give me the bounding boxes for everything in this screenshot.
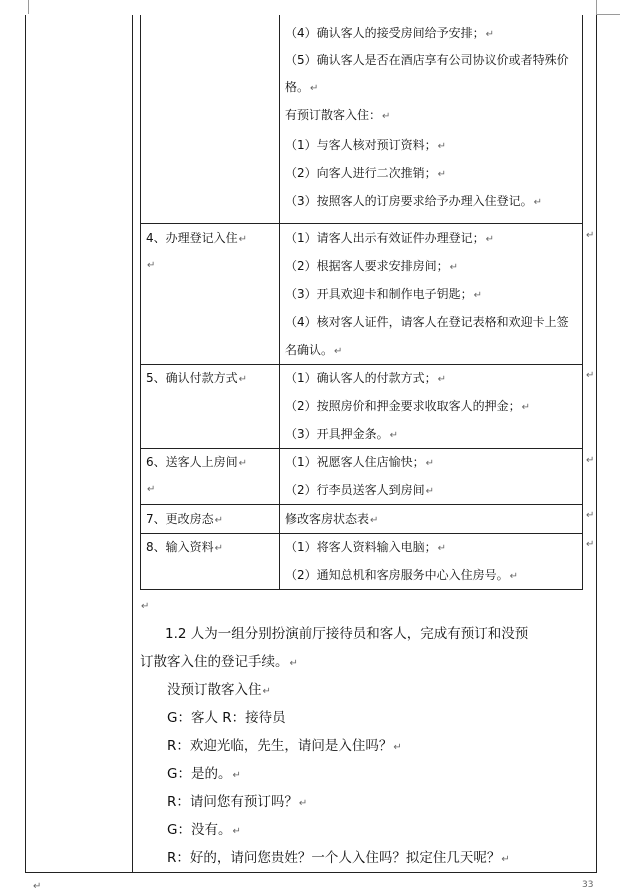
row-border-3 <box>140 448 583 449</box>
row-border-6 <box>140 589 583 590</box>
row-border-1 <box>140 223 583 224</box>
crop-mark-top-right-h <box>596 14 620 15</box>
booked-guest-heading: 有预订散客入住：↵ <box>285 108 391 122</box>
checkin-item-4: （4）确认客人的接受房间给予安排；↵ <box>285 26 495 40</box>
row-end-mark: ↵ <box>586 230 595 241</box>
roles-line: G：客人 R：接待员 <box>167 710 286 726</box>
step-label: 8、输入资料↵ <box>146 540 224 554</box>
dialogue-line: G：是的。↵ <box>167 766 241 782</box>
step-label-empty-line: ↵ <box>147 260 156 271</box>
row-end-mark: ↵ <box>586 370 595 381</box>
step-detail-line: （1）将客人资料输入电脑；↵ <box>285 540 447 554</box>
step-detail-line: （1）请客人出示有效证件办理登记；↵ <box>285 231 495 245</box>
dialogue-line: R：好的，请问您贵姓？一个人入住吗？拟定住几天呢？↵ <box>167 850 510 866</box>
footer-return-mark: ↵ <box>33 881 42 892</box>
checkin-item-5-cont: 格。↵ <box>285 80 319 94</box>
checkin-item-5: （5）确认客人是否在酒店享有公司协议价或者特殊价 <box>285 53 569 67</box>
row-border-5 <box>140 533 583 534</box>
dialogue-subheading: 没预订散客入住↵ <box>167 682 271 698</box>
step-detail-line: （4）核对客人证件，请客人在登记表格和欢迎卡上签 <box>285 315 569 329</box>
step-label: 6、送客人上房间↵ <box>146 455 248 469</box>
step-detail-line: （1）祝愿客人住店愉快；↵ <box>285 455 435 469</box>
step-label: 4、办理登记入住↵ <box>146 231 248 245</box>
empty-paragraph-mark: ↵ <box>141 601 150 612</box>
step-detail-line: （1）确认客人的付款方式；↵ <box>285 371 447 385</box>
step-detail-line: （3）开具押金条。↵ <box>285 427 399 441</box>
step-label-empty-line: ↵ <box>147 484 156 495</box>
row-end-mark: ↵ <box>586 455 595 466</box>
booked-guest-item-3: （3）按照客人的订房要求给予办理入住登记。↵ <box>285 194 543 208</box>
step-detail-line: （2）行李员送客人到房间↵ <box>285 483 435 497</box>
step-detail-line: （2）根据客人要求安排房间；↵ <box>285 259 459 273</box>
crop-mark-top-left <box>28 0 29 14</box>
row-border-4 <box>140 504 583 505</box>
step-detail-line: 修改客房状态表↵ <box>285 512 379 526</box>
dialogue-line: R：请问您有预订吗？↵ <box>167 794 308 810</box>
outer-border-left <box>25 15 26 873</box>
crop-mark-top-right <box>596 0 597 14</box>
step-detail-line: （2）按照房价和押金要求收取客人的押金；↵ <box>285 399 531 413</box>
step-label: 5、确认付款方式↵ <box>146 371 248 385</box>
dialogue-line: G：没有。↵ <box>167 822 241 838</box>
step-detail-line: 名确认。↵ <box>285 343 343 357</box>
booked-guest-item-1: （1）与客人核对预订资料；↵ <box>285 138 447 152</box>
row-end-mark: ↵ <box>586 510 595 521</box>
row-border-2 <box>140 364 583 365</box>
exercise-paragraph-line2: 订散客入住的登记手续。↵ <box>140 654 298 670</box>
step-detail-line: （3）开具欢迎卡和制作电子钥匙；↵ <box>285 287 483 301</box>
step-label: 7、更改房态↵ <box>146 512 224 526</box>
dialogue-line: R：欢迎光临，先生，请问是入住吗？↵ <box>167 738 402 754</box>
outer-border-bottom <box>25 872 597 873</box>
booked-guest-item-2: （2）向客人进行二次推销；↵ <box>285 166 447 180</box>
page-number: 33 <box>582 880 594 890</box>
row-end-mark: ↵ <box>586 539 595 550</box>
exercise-paragraph-line1: 1.2 人为一组分别扮演前厅接待员和客人，完成有预订和没预 <box>165 626 529 642</box>
step-detail-line: （2）通知总机和客房服务中心入住房号。↵ <box>285 568 519 582</box>
outer-border-right <box>596 15 597 873</box>
outer-column-divider <box>132 15 133 873</box>
